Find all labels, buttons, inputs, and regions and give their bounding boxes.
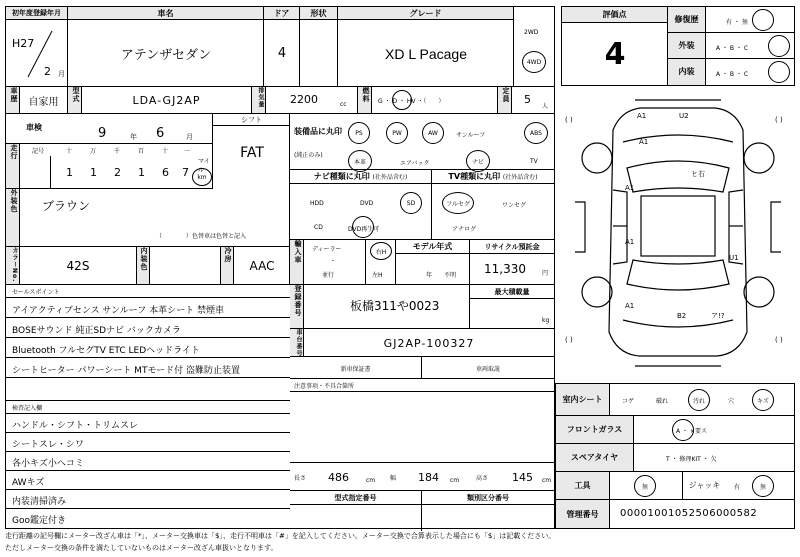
inspection-label: 車検 bbox=[26, 123, 42, 132]
import-right-h-label: 右H bbox=[375, 248, 387, 256]
import-right-h bbox=[370, 242, 392, 260]
equip-ps-label: PS bbox=[355, 129, 363, 137]
model-label: 型式 bbox=[68, 87, 82, 113]
mgmt-label: 管理番号 bbox=[556, 500, 610, 528]
color-note: （ ）色替車は色替と記入 bbox=[156, 233, 247, 240]
car-name-label: 車名 bbox=[68, 7, 263, 20]
mileage-digit: 1 bbox=[66, 166, 73, 179]
mileage-digit: 1 bbox=[90, 166, 97, 179]
import-label: 輸入車 bbox=[290, 240, 304, 285]
registration-value: 板橋311や0023 bbox=[350, 299, 440, 313]
tools-label: 工具 bbox=[556, 472, 610, 499]
displacement-label: 排気量 bbox=[252, 87, 266, 113]
sales-line: アイアクティブセンス サンルーフ 本革シート 禁煙車 bbox=[12, 306, 225, 316]
damage-a1-center: A1 bbox=[625, 184, 635, 192]
mileage-km-circle bbox=[192, 168, 212, 186]
usage-label: 車歴 bbox=[6, 87, 20, 113]
mileage-digit: 6 bbox=[162, 166, 169, 179]
drive-4wd: 4WD bbox=[526, 58, 542, 66]
repair-none-circle bbox=[752, 9, 774, 31]
drive-2wd: 2WD bbox=[524, 29, 539, 36]
equip-pw bbox=[386, 122, 408, 144]
cabin-hole: 穴 bbox=[728, 398, 735, 405]
sales-line: BOSEサウンド 純正SDナビ バックカメラ bbox=[12, 326, 181, 336]
cabin-stain bbox=[688, 389, 710, 411]
jack-has: 有 bbox=[734, 484, 741, 491]
inspection-month: 6 bbox=[156, 126, 165, 141]
width-label: 幅 bbox=[390, 475, 397, 482]
equip-tv: TV bbox=[530, 158, 538, 165]
diagram-bracket: ( ) bbox=[565, 116, 573, 124]
inspector-label: 検査記入欄 bbox=[12, 405, 43, 412]
model-year-label: モデル年式 bbox=[396, 240, 469, 254]
recycle-label: リサイクル預託金 bbox=[470, 240, 554, 254]
unit-juu: 十 bbox=[162, 148, 169, 155]
spare-tire-value: T ・ 修理KIT ・ 欠 bbox=[666, 456, 717, 463]
sales-label: セールスポイント bbox=[12, 289, 60, 296]
height-value: 145 bbox=[512, 471, 533, 484]
equip-aw-label: AW bbox=[428, 129, 438, 137]
usage-value: 自家用 bbox=[20, 87, 68, 113]
inspection-year-unit: 年 bbox=[130, 133, 137, 141]
navi-dvd-play-circle bbox=[352, 216, 374, 238]
recycle-value: 11,330 bbox=[484, 262, 526, 276]
jack-none-label: 無 bbox=[759, 483, 766, 491]
width-value: 184 bbox=[418, 471, 439, 484]
equip-abs bbox=[524, 122, 548, 144]
score-label: 評価点 bbox=[562, 7, 667, 23]
interior-label: 内装 bbox=[668, 59, 706, 85]
fuel-options: G ・ D ・ HV ・（ ） bbox=[378, 98, 445, 105]
car-name: アテンザセダン bbox=[120, 48, 212, 63]
import-dealer: ディーラー bbox=[312, 246, 342, 253]
cabin-scratch-label: キズ bbox=[757, 397, 769, 405]
unit-man: 万 bbox=[90, 148, 97, 155]
tv-oneseg: ワンセグ bbox=[502, 202, 527, 209]
capacity-label: 定員 bbox=[498, 87, 512, 113]
grade-box bbox=[561, 6, 795, 86]
drive-4wd-circle bbox=[522, 51, 546, 73]
model-year-unit: 年 bbox=[426, 272, 433, 279]
car-diagram bbox=[561, 92, 795, 378]
capacity-value: 5 bbox=[524, 93, 531, 106]
equip-leather-label: 本革 bbox=[353, 158, 366, 166]
mileage-km: km bbox=[197, 173, 207, 181]
inspector-line: ハンドル・シフト・トリムスレ bbox=[12, 421, 139, 431]
model-year-unknown: 不明 bbox=[444, 272, 457, 279]
sales-line: Bluetooth フルセグTV ETC LEDヘッドライト bbox=[12, 346, 200, 356]
exterior-value: A ・ B ・ C bbox=[716, 45, 749, 52]
import-dot: ・ bbox=[330, 258, 337, 265]
damage-hi-right: ヒ右 bbox=[691, 170, 705, 178]
damage-a-rear-right: ア!? bbox=[711, 312, 725, 320]
inspection-year: 9 bbox=[98, 126, 107, 141]
inspector-line: Goo鑑定付き bbox=[12, 516, 66, 526]
tools-none bbox=[634, 475, 656, 497]
score-value: 4 bbox=[604, 36, 626, 72]
cabin-block bbox=[555, 383, 795, 529]
tv-analog: アナログ bbox=[452, 226, 477, 233]
unit-mile: マイル bbox=[198, 158, 210, 174]
unit-ten-thousand-ten: 十 bbox=[66, 148, 73, 155]
interior-c-circle bbox=[768, 61, 790, 83]
equipment-title: 装備品に丸印 bbox=[294, 127, 342, 136]
tv-fullseg-circle bbox=[442, 192, 474, 214]
mileage-label: 走行 bbox=[6, 144, 20, 188]
exterior-label: 外装 bbox=[668, 33, 706, 58]
height-label: 高さ bbox=[476, 475, 489, 482]
tools-none-label: 無 bbox=[641, 483, 648, 491]
type-designation-label: 型式指定番号 bbox=[290, 491, 421, 505]
jack-none bbox=[752, 475, 774, 497]
equip-pw-label: PW bbox=[392, 129, 402, 137]
color-no-label: カラーNo. bbox=[6, 247, 20, 284]
new-warranty: 新車保証書 bbox=[290, 357, 422, 379]
length-label: 長さ bbox=[294, 475, 307, 482]
shift-label: シフト bbox=[213, 114, 290, 126]
door-label: ドア bbox=[264, 7, 299, 20]
damage-a1-front-left: A1 bbox=[637, 112, 647, 120]
mileage-units bbox=[20, 144, 212, 174]
damage-u1-right: U1 bbox=[729, 254, 739, 262]
car-diagram-svg bbox=[561, 92, 795, 378]
navi-dvd: DVD bbox=[360, 200, 374, 207]
color-label: 外装色 bbox=[6, 189, 20, 246]
windshield-a-circle bbox=[672, 419, 694, 441]
cabin-seat-label: 室内シート bbox=[556, 384, 610, 415]
footer-note-1: 走行距離の記号欄にメーター改ざん車は「*」、メーター交換車は「$」、走行不明車は「#」を記入してください。メーター交換で合算表示した場合にも「$」は記載ください。 bbox=[5, 532, 556, 540]
unit-hyaku: 百 bbox=[138, 148, 145, 155]
cabin-scratch bbox=[752, 389, 774, 411]
ac-value: AAC bbox=[249, 258, 275, 273]
navi-cd: CD bbox=[314, 224, 323, 231]
equip-abs-label: ABS bbox=[530, 129, 542, 137]
import-parallel: 並行 bbox=[322, 272, 335, 279]
navi-title: ナビ種類に丸印 bbox=[313, 172, 370, 181]
first-reg-month-unit: 月 bbox=[58, 70, 65, 78]
inspector-line: AWキズ bbox=[12, 478, 45, 488]
equip-ps bbox=[348, 122, 370, 144]
first-reg-label: 初年度登録年月 bbox=[6, 7, 67, 20]
tv-sub: (社外品含む) bbox=[502, 174, 538, 181]
equipment-sub: (純正のみ) bbox=[294, 152, 323, 159]
windshield-label: フロントガラス bbox=[556, 416, 634, 443]
inspection-month-unit: 月 bbox=[186, 133, 193, 141]
diagram-bracket: ( ) bbox=[775, 116, 783, 124]
max-load-unit: kg bbox=[542, 317, 550, 324]
chassis-value: GJ2AP-100327 bbox=[383, 336, 475, 350]
left-form bbox=[5, 6, 555, 529]
shift-value: FAT bbox=[240, 145, 264, 161]
cabin-stain-label: 汚れ bbox=[692, 397, 705, 405]
fuel-d-circle bbox=[392, 90, 412, 110]
first-reg-era: H27 bbox=[12, 37, 35, 50]
navi-sd: SD bbox=[406, 199, 416, 207]
color-no-value: 42S bbox=[66, 258, 90, 273]
interior-value: A ・ B ・ C bbox=[716, 71, 749, 78]
ac-label: 冷房 bbox=[220, 247, 234, 284]
color-value: ブラウン bbox=[42, 199, 91, 213]
interior-color-label: 内装色 bbox=[136, 247, 150, 284]
tv-fullseg: フルセグ bbox=[446, 200, 470, 208]
equip-airbag: エアバック bbox=[400, 160, 430, 167]
mileage-digit: 2 bbox=[114, 166, 121, 179]
model-value: LDA-GJ2AP bbox=[82, 87, 252, 113]
displacement-unit: cc bbox=[340, 101, 347, 108]
repair-label: 修復歴 bbox=[668, 7, 706, 32]
import-left-h: 左H bbox=[372, 272, 383, 279]
length-value: 486 bbox=[328, 471, 349, 484]
fuel-label: 燃料 bbox=[358, 87, 372, 113]
shape-label: 形状 bbox=[300, 7, 337, 20]
repair-value: 有 ・ 無 bbox=[726, 19, 748, 26]
spare-tire-label: スペアタイヤ bbox=[556, 444, 634, 471]
unit-ichi: 一 bbox=[184, 148, 191, 155]
damage-a1-left: A1 bbox=[639, 138, 649, 146]
exterior-c-circle bbox=[768, 35, 790, 57]
damage-u2-front: U2 bbox=[679, 112, 689, 120]
tv-title: TV種類に丸印 bbox=[448, 172, 501, 181]
equip-aw bbox=[422, 122, 444, 144]
unit-sen: 千 bbox=[114, 148, 121, 155]
diagram-bracket: ( ) bbox=[565, 336, 573, 344]
width-unit: cm bbox=[450, 477, 460, 484]
registration-label: 登録番号 bbox=[290, 285, 304, 329]
footer-note-2: ただしメーター交換の条件を満たしていないものはメーター改ざん車扱いとなります。 bbox=[5, 544, 278, 552]
unit-symbol: 記号 bbox=[32, 148, 45, 155]
inspector-line: 内装清掃済み bbox=[12, 497, 67, 507]
mileage-digit: 1 bbox=[138, 166, 145, 179]
jack-label: ジャッキ bbox=[682, 472, 726, 499]
grade-value: XD L Pacage bbox=[385, 45, 467, 62]
length-unit: cm bbox=[366, 477, 376, 484]
windshield-value: A ・ ×要ス bbox=[676, 428, 707, 435]
sales-line: シートヒーター パワーシート MTモード付 盗難防止装置 bbox=[12, 366, 240, 376]
chassis-label: 車台番号 bbox=[290, 329, 304, 357]
capacity-unit: 人 bbox=[542, 103, 549, 110]
navi-dvd-play: DVD再生可 bbox=[348, 226, 380, 233]
cabin-burn: コゲ bbox=[622, 398, 635, 405]
mileage-digit: 7 bbox=[182, 166, 189, 179]
navi-hdd: HDD bbox=[310, 200, 324, 207]
inspector-line: シートスレ・シワ bbox=[12, 440, 84, 450]
damage-a1-rear: A1 bbox=[625, 302, 635, 310]
height-unit: cm bbox=[542, 477, 552, 484]
mgmt-value: 0000100105250600058​2 bbox=[620, 508, 758, 519]
notes-label: 注意事項・不具合箇所 bbox=[294, 383, 355, 390]
damage-b2-rear: B2 bbox=[677, 312, 687, 320]
first-reg-month: 2 bbox=[44, 65, 51, 78]
damage-a1-side: A1 bbox=[625, 238, 635, 246]
grade-label: グレード bbox=[338, 7, 513, 20]
equip-sunroof: サンルーフ bbox=[456, 132, 486, 139]
door-count: 4 bbox=[277, 46, 287, 61]
equip-navi-label: ナビ bbox=[471, 158, 484, 166]
displacement-value: 2200 bbox=[290, 93, 318, 106]
navi-sd-circle bbox=[400, 192, 422, 214]
navi-sub: (社外品含む) bbox=[372, 174, 408, 181]
inspector-line: 各小キズ小ヘコミ bbox=[12, 459, 84, 469]
class-number-label: 類別区分番号 bbox=[422, 491, 554, 505]
cabin-tear: 破れ bbox=[656, 398, 669, 405]
max-load-label: 最大積載量 bbox=[470, 285, 554, 299]
manual: 車両取説 bbox=[475, 365, 500, 373]
equipment-block bbox=[290, 114, 554, 176]
diagram-bracket: ( ) bbox=[775, 336, 783, 344]
recycle-unit: 円 bbox=[542, 270, 549, 277]
